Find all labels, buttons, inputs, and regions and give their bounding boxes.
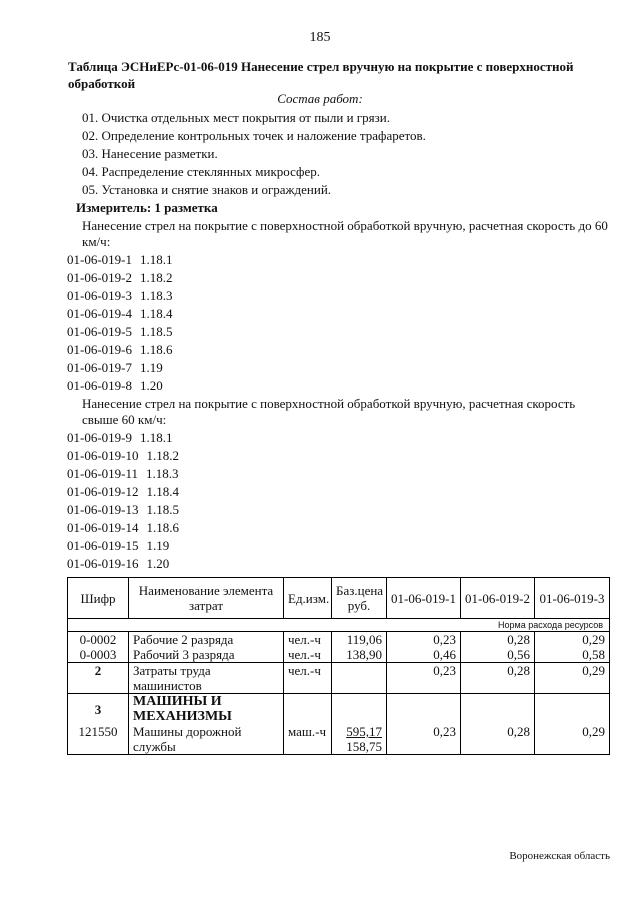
cell-name: Затраты труда машинистов [129,663,284,694]
group1-description: Нанесение стрел на покрытие с поверхностной обработкой вручную, расчетная скорость до 60 км/ч: [82,218,608,249]
work-item: 03. Нанесение разметки. [82,146,218,161]
cell-value: 0,23 [387,663,461,694]
cell-code: 0-0003 [68,647,129,663]
code-line [67,324,173,340]
code-ref: 1.18.5 [146,502,179,517]
code-id: 01-06-019-2 [67,270,132,285]
header-col1: 01-06-019-1 [387,578,461,619]
cell-code: 3 [68,694,129,725]
page-number: 185 [309,30,331,45]
code-line [67,430,173,446]
cell-empty [387,694,461,725]
code-ref: 1.18.4 [140,306,173,321]
code-line [67,306,173,322]
code-id: 01-06-019-14 [67,520,139,535]
cell-value: 0,29 [535,632,610,648]
code-id: 01-06-019-12 [67,484,139,499]
cell-value: 0,28 [461,632,535,648]
code-ref: 1.20 [146,556,170,571]
cell-value: 0,29 [535,663,610,694]
composition-heading: Состав работ: [277,91,363,106]
code-ref: 1.18.1 [140,252,173,267]
code-line [67,520,179,536]
code-ref: 1.18.1 [140,430,173,445]
code-line [67,378,163,394]
code-id: 01-06-019-9 [67,430,132,445]
cell-empty [461,694,535,725]
norm-row [68,619,610,632]
code-line [67,502,179,518]
cell-code: 2 [68,663,129,694]
code-ref: 1.18.4 [146,484,179,499]
table-header-row [68,578,610,619]
cell-value: 0,23 [387,724,461,755]
code-id: 01-06-019-16 [67,556,139,571]
work-item: 01. Очистка отдельных мест покрытия от пыли и грязи. [82,110,390,125]
cell-unit: чел.-ч [284,663,332,694]
header-col2: 01-06-019-2 [461,578,535,619]
cell-value: 0,46 [387,647,461,663]
norm-label: Норма расхода ресурсов [68,619,610,632]
cell-name: Рабочие 2 разряда [129,632,284,648]
code-id: 01-06-019-5 [67,324,132,339]
code-id: 01-06-019-11 [67,466,139,481]
cell-price [332,663,387,694]
code-ref: 1.19 [140,360,163,375]
footer-region: Воронежская область [509,850,610,862]
code-ref: 1.18.6 [146,520,179,535]
code-id: 01-06-019-6 [67,342,132,357]
cell-value: 0,23 [387,632,461,648]
code-ref: 1.18.5 [140,324,173,339]
header-unit: Ед.изм. [284,578,332,619]
code-line [67,342,173,358]
resource-table [67,577,610,755]
code-ref: 1.20 [140,378,163,393]
work-item: 05. Установка и снятие знаков и ограждений. [82,182,332,197]
cell-value: 0,58 [535,647,610,663]
header-code: Шифр [68,578,129,619]
cell-unit: чел.-ч [284,632,332,648]
cell-name: Машины дорожной службы [129,724,284,755]
cell-value: 0,28 [461,724,535,755]
cell-name: Рабочий 3 разряда [129,647,284,663]
table-row [68,663,610,694]
code-line [67,288,173,304]
code-ref: 1.18.2 [146,448,179,463]
code-ref: 1.18.2 [140,270,173,285]
code-id: 01-06-019-13 [67,502,139,517]
code-ref: 1.18.3 [146,466,179,481]
price-main: 595,17 [346,724,382,739]
code-id: 01-06-019-1 [67,252,132,267]
cell-value: 0,29 [535,724,610,755]
table-row [68,694,610,725]
code-line [67,270,173,286]
code-ref: 1.18.3 [140,288,173,303]
code-id: 01-06-019-4 [67,306,132,321]
cell-code: 121550 [68,724,129,755]
cell-value: 0,28 [461,663,535,694]
cell-price: 138,90 [332,647,387,663]
code-ref: 1.18.6 [140,342,173,357]
cell-value: 0,56 [461,647,535,663]
price-secondary: 158,75 [346,739,382,754]
code-line [67,466,179,482]
code-line [67,484,179,500]
code-id: 01-06-019-8 [67,378,132,393]
code-line [67,252,173,268]
table-row [68,724,610,755]
measurer: Измеритель: 1 разметка [76,200,218,215]
cell-unit: маш.-ч [284,724,332,755]
code-line [67,538,169,554]
work-item: 02. Определение контрольных точек и наложение трафаретов. [82,128,426,143]
header-col3: 01-06-019-3 [535,578,610,619]
cell-price [332,724,387,755]
table-row [68,632,610,648]
table-row [68,647,610,663]
cell-empty [332,694,387,725]
table-title: Таблица ЭСНиЕРс-01-06-019 Нанесение стрел вручную на покрытие с поверхностной обработкой [68,59,574,91]
code-line [67,556,169,572]
code-id: 01-06-019-15 [67,538,139,553]
cell-name: МАШИНЫ И МЕХАНИЗМЫ [129,694,284,725]
code-line [67,448,179,464]
cell-empty [535,694,610,725]
group2-description: Нанесение стрел на покрытие с поверхностной обработкой вручную, расчетная скорость свыше 60 км/ч: [82,396,576,427]
code-line [67,360,163,376]
cell-code: 0-0002 [68,632,129,648]
header-name: Наименование элемента затрат [129,578,284,619]
header-price: Баз.цена руб. [332,578,387,619]
cell-price: 119,06 [332,632,387,648]
code-id: 01-06-019-10 [67,448,139,463]
cell-empty [284,694,332,725]
code-id: 01-06-019-7 [67,360,132,375]
code-ref: 1.19 [146,538,170,553]
work-item: 04. Распределение стеклянных микросфер. [82,164,320,179]
code-id: 01-06-019-3 [67,288,132,303]
cell-unit: чел.-ч [284,647,332,663]
